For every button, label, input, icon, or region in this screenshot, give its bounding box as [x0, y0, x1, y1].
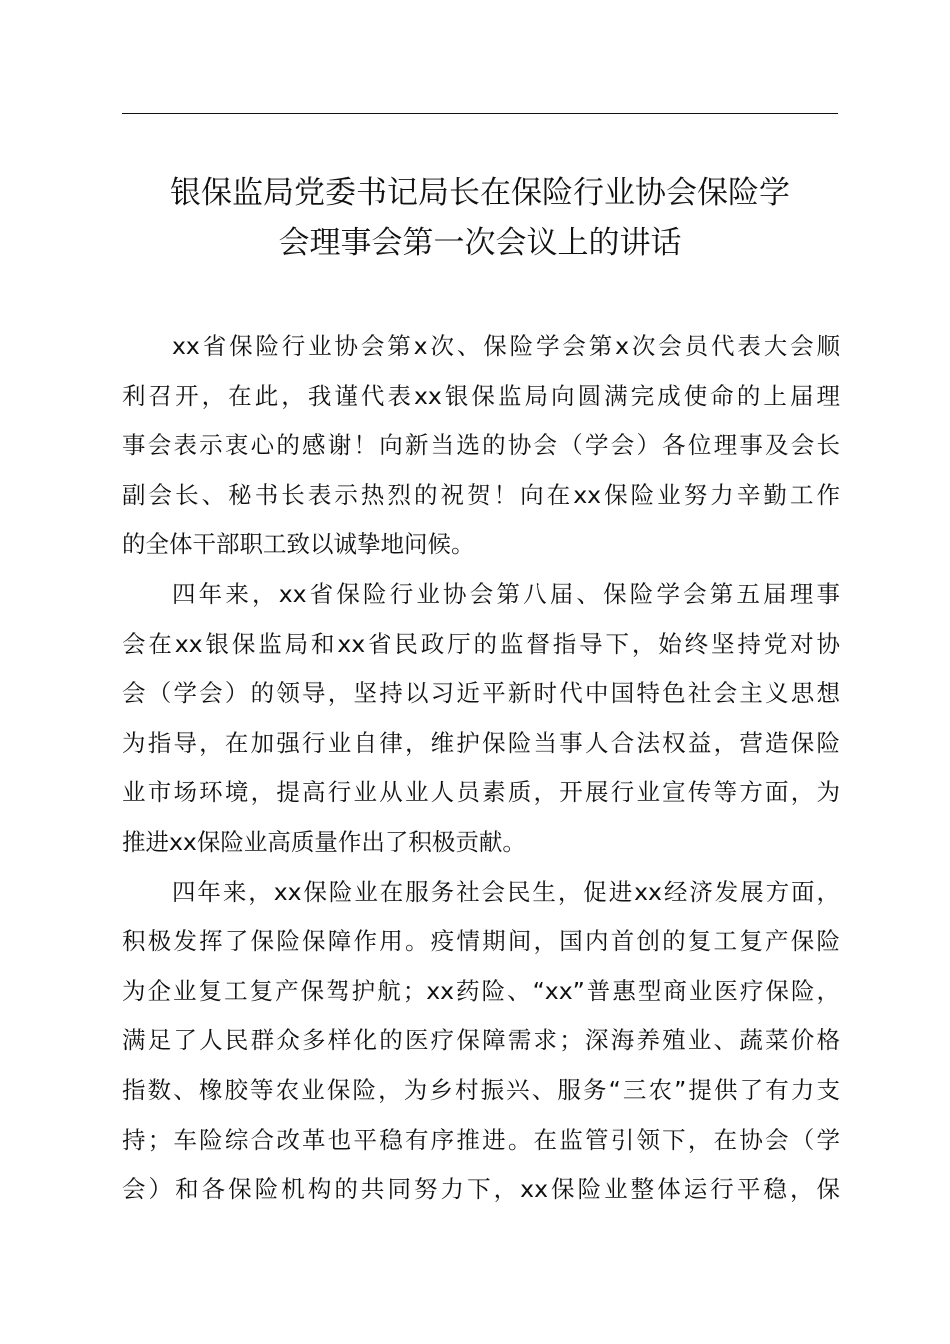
- paragraph-2-line-6: 推进xx保险业高质量作出了积极贡献。: [122, 827, 526, 856]
- paragraph-2-line-1: 四年来，xx省保险行业协会第八届、保险学会第五届理事: [172, 579, 840, 608]
- paragraph-2-line-4: 为指导，在加强行业自律，维护保险当事人合法权益，营造保险: [122, 728, 840, 757]
- paragraph-1-line-2: 利召开，在此，我谨代表xx银保监局向圆满完成使命的上届理: [122, 381, 840, 410]
- paragraph-3-line-7: 会）和各保险机构的共同努力下，xx保险业整体运行平稳，保: [122, 1175, 840, 1204]
- paragraph-3-line-5: 指数、橡胶等农业保险，为乡村振兴、服务“三农”提供了有力支: [122, 1075, 840, 1104]
- document-title: [100, 168, 860, 268]
- paragraph-3-line-2: 积极发挥了保险保障作用。疫情期间，国内首创的复工复产保险: [122, 927, 840, 956]
- paragraph-2-line-5: 业市场环境，提高行业从业人员素质，开展行业宣传等方面，为: [122, 778, 840, 807]
- paragraph-3-line-1: 四年来，xx保险业在服务社会民生，促进xx经济发展方面，: [172, 877, 840, 906]
- title-line-1: 银保监局党委书记局长在保险行业协会保险学: [170, 175, 790, 211]
- paragraph-3-line-4: 满足了人民群众多样化的医疗保障需求；深海养殖业、蔬菜价格: [122, 1026, 840, 1055]
- paragraph-1-line-5: 的全体干部职工致以诚挚地问候。: [122, 530, 475, 559]
- title-line-2: 会理事会第一次会议上的讲话: [278, 225, 682, 261]
- paragraph-1-line-3: 事会表示衷心的感谢！向新当选的协会（学会）各位理事及会长: [122, 431, 840, 460]
- paragraph-2-line-3: 会（学会）的领导，坚持以习近平新时代中国特色社会主义思想: [122, 679, 840, 708]
- paragraph-1-line-4: 副会长、秘书长表示热烈的祝贺！向在xx保险业努力辛勤工作: [122, 480, 840, 509]
- paragraph-3-line-3: 为企业复工复产保驾护航；xx药险、“xx”普惠型商业医疗保险，: [122, 976, 840, 1005]
- header-rule: [122, 113, 838, 114]
- document-body: [122, 322, 840, 1215]
- paragraph-1-line-1: xx省保险行业协会第x次、保险学会第x次会员代表大会顺: [172, 332, 840, 360]
- paragraph-3-line-6: 持；车险综合改革也平稳有序推进。在监管引领下，在协会（学: [122, 1125, 840, 1154]
- paragraph-2-line-2: 会在xx银保监局和xx省民政厅的监督指导下，始终坚持党对协: [122, 629, 840, 658]
